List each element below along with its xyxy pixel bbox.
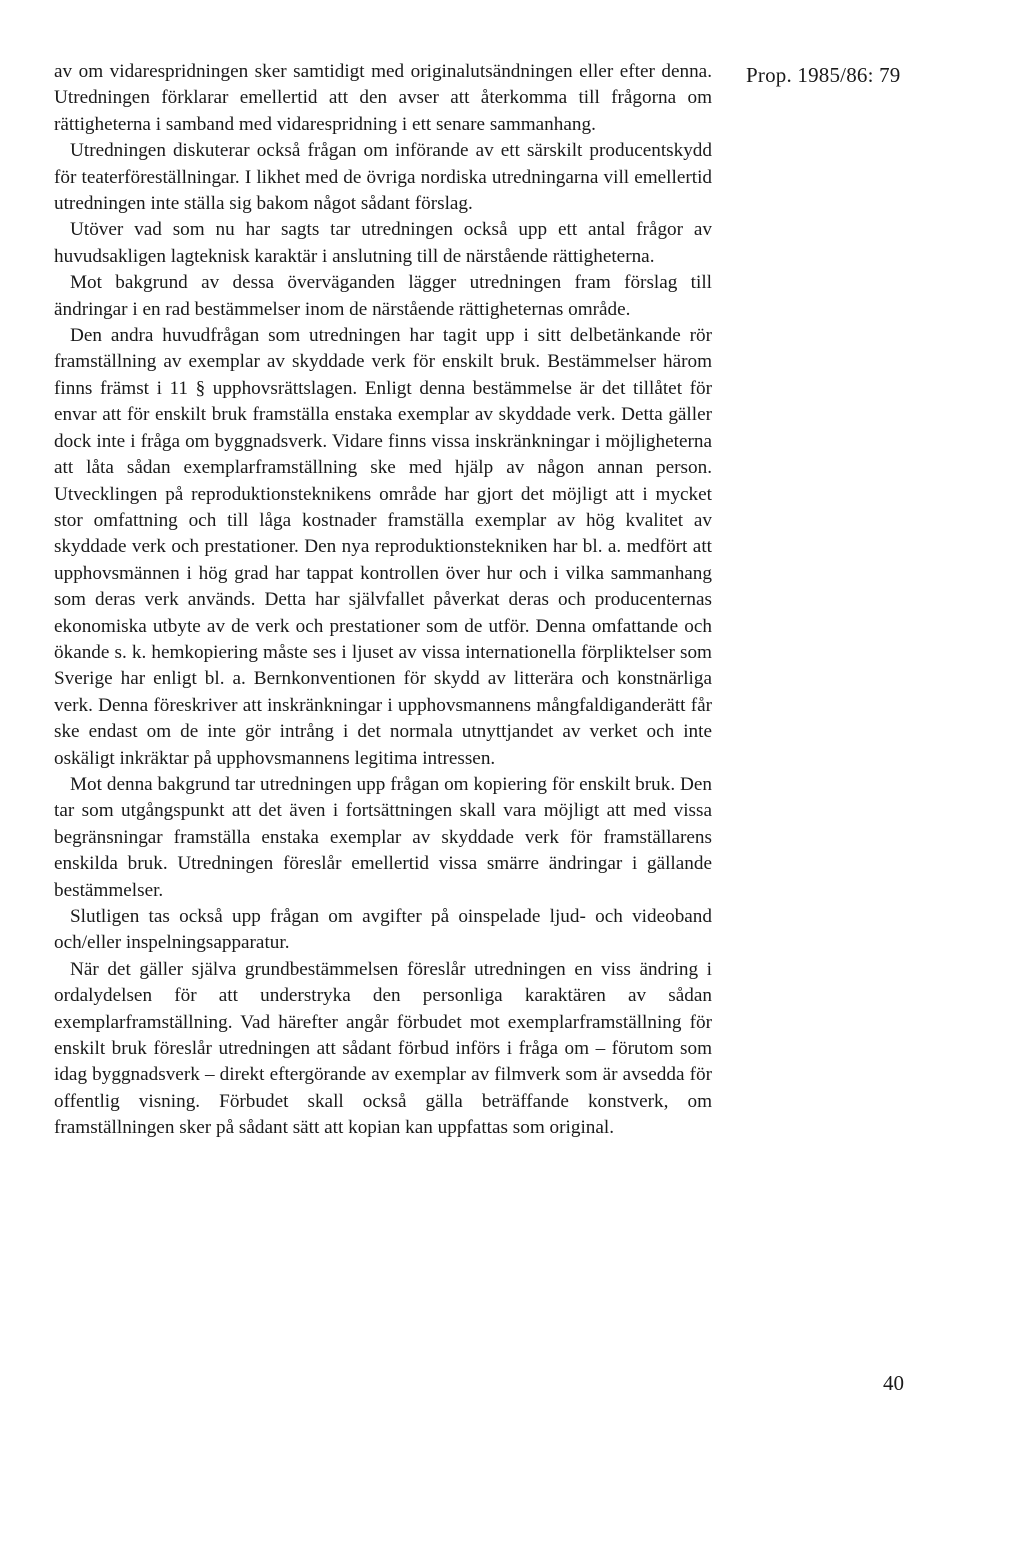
paragraph: När det gäller själva grundbestämmelsen föreslår utredningen en viss ändring i ordalydelsen för att understryka den personliga karaktären av sådan exemplarframställning. Vad härefter angår förbudet mot exemplarframställning för enskilt bruk föreslår utredningen att sådant förbud införs i fråga om – förutom som idag byggnadsverk – direkt eftergörande av exemplar av filmverk som är avsedda för offentlig visning. Förbudet skall också gälla beträffande konstverk, om framställningen sker på sådant sätt att kopian kan uppfattas som original. (54, 958, 712, 1139)
paragraph: av om vidarespridningen sker samtidigt med originalutsändningen eller efter denna. Utredningen förklarar emellertid att den avser att återkomma till frågorna om rättigheterna i samband med vidarespridning i ett senare sammanhang. (54, 61, 712, 135)
paragraph: Mot denna bakgrund tar utredningen upp frågan om kopiering för enskilt bruk. Den tar som utgångspunkt att det även i fortsättningen skall vara möjligt att med vissa begränsningar framställa enstaka exemplar av skyddade verk för framställarens enskilda bruk. Utredningen föreslår emellertid vissa smärre ändringar i gällande bestämmelser. (54, 773, 712, 901)
page-reference: Prop. 1985/86: 79 (746, 63, 901, 87)
paragraph: Mot bakgrund av dessa överväganden lägger utredningen fram förslag till ändringar i en rad bestämmelser inom de närstående rättigheternas område. (54, 272, 712, 320)
paragraph: Slutligen tas också upp frågan om avgifter på oinspelade ljud- och videoband och/eller inspelningsapparatur. (54, 906, 712, 954)
paragraph: Utöver vad som nu har sagts tar utredningen också upp ett antal frågor av huvudsakligen lagteknisk karaktär i anslutning till de närstående rättigheterna. (54, 219, 712, 267)
paragraph: Den andra huvudfrågan som utredningen har tagit upp i sitt delbetänkande rör framställning av exemplar av skyddade verk för enskilt bruk. Bestämmelser härom finns främst i 11 § upphovsrättslagen. Enligt denna bestämmelse är det tillåtet för envar att för enskilt bruk framställa enstaka exemplar av skyddade verk. Detta gäller dock inte i fråga om byggnadsverk. Vidare finns vissa inskränkningar i möjligheterna att låta sådan exemplarframställning ske med hjälp av någon annan person. Utvecklingen på reproduktionsteknikens område har gjort det möjligt att i mycket stor omfattning och till låga kostnader framställa exemplar av hög kvalitet av skyddade verk och prestationer. Den nya reproduktionstekniken har bl. a. medfört att upphovsmännen i hög grad har tappat kontrollen över hur och i vilka sammanhang som deras verk används. Detta har självfallet påverkat deras och producenternas ekonomiska utbyte av de verk och prestationer som de utför. Denna omfattande och ökande s. k. hemkopiering måste ses i ljuset av vissa internationella förpliktelser som Sverige har enligt bl. a. Bernkonventionen för skydd av litterära och konstnärliga verk. Denna föreskriver att inskränkningar i upphovsmannens mångfaldiganderätt får ske endast om de inte gör intrång i det normala utnyttjandet av verket och inte oskäligt inkräktar på upphovsmannens legitima intressen. (54, 325, 712, 769)
paragraph: Utredningen diskuterar också frågan om införande av ett särskilt producentskydd för teaterföreställningar. I likhet med de övriga nordiska utredningarna vill emellertid utredningen inte ställa sig bakom något sådant förslag. (54, 140, 712, 215)
page-number: 40 (883, 1371, 904, 1395)
body-text (54, 59, 712, 1142)
